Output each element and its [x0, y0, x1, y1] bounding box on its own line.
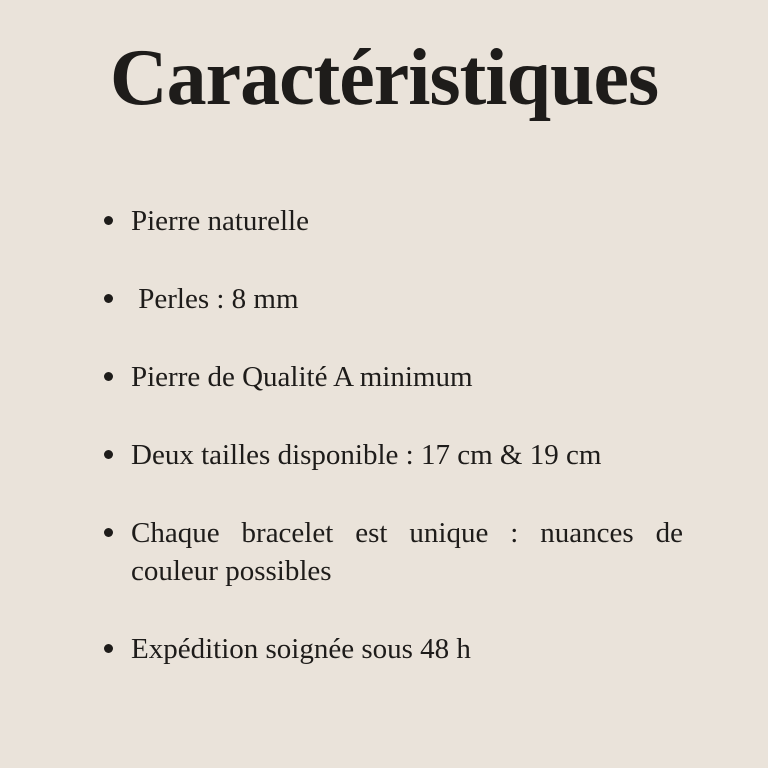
list-item [104, 514, 691, 590]
list-item [104, 202, 683, 240]
feature-text: Chaque bracelet est unique : nuances de couleur possibles [131, 517, 691, 587]
bullet-dot-icon [104, 294, 113, 303]
feature-text: Pierre naturelle [131, 205, 309, 237]
page-title: Caractéristiques [109, 34, 659, 122]
list-item [104, 358, 683, 396]
bullet-dot-icon [104, 450, 113, 459]
feature-list [0, 124, 768, 668]
feature-text: Deux tailles disponible : 17 cm & 19 cm [131, 439, 602, 471]
bullet-dot-icon [104, 372, 113, 381]
bullet-dot-icon [104, 644, 113, 653]
bullet-dot-icon [104, 528, 113, 537]
feature-text: Expédition soignée sous 48 h [131, 633, 471, 665]
list-item [104, 436, 683, 474]
bullet-dot-icon [104, 216, 113, 225]
feature-text: Pierre de Qualité A minimum [131, 361, 473, 393]
list-item [104, 630, 683, 668]
list-item [104, 280, 683, 318]
feature-text: Perles : 8 mm [131, 283, 299, 315]
